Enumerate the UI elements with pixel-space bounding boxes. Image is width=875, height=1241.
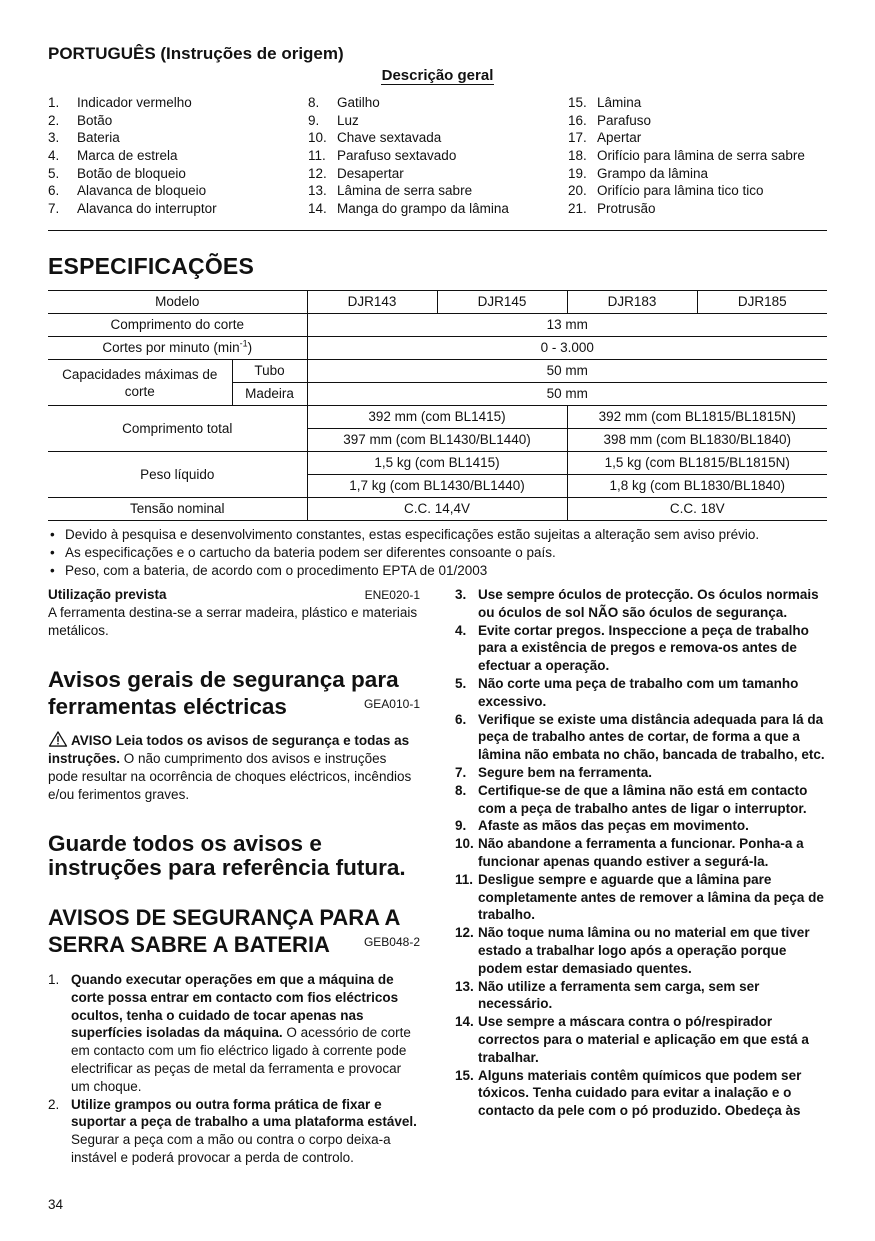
spec-label: Comprimento total — [48, 406, 307, 452]
spec-value: 1,5 kg (com BL1815/BL1815N) — [567, 452, 827, 475]
list-text: Use sempre a máscara contra o pó/respirador correctos para o material e aplicação em que está a trabalhar. — [478, 1014, 809, 1065]
part-number: 19. — [568, 165, 587, 181]
part-number: 10. — [308, 130, 327, 146]
list-number: 8. — [455, 782, 467, 798]
part-label: Luz — [337, 112, 359, 128]
superscript: -1 — [239, 338, 248, 349]
list-number: 5. — [455, 675, 467, 691]
section-code: GEA010-1 — [363, 697, 420, 711]
specifications-title: ESPECIFICAÇÕES — [48, 253, 255, 279]
specification-notes — [48, 526, 838, 580]
part-label: Indicador vermelho — [77, 95, 192, 110]
cordless-safety-title-line-2: SERRA SABRE A BATERIA — [48, 932, 330, 957]
part-item — [568, 147, 838, 165]
part-label: Apertar — [597, 130, 642, 146]
part-item — [48, 94, 306, 112]
general-description-title — [0, 66, 875, 86]
spec-value: 392 mm (com BL1815/BL1815N) — [567, 406, 827, 429]
warning-triangle-icon — [48, 731, 68, 747]
spec-value: 50 mm — [307, 383, 827, 406]
list-item — [455, 871, 827, 924]
list-number: 10. — [455, 836, 474, 852]
part-label: Parafuso — [597, 112, 652, 128]
list-item — [455, 817, 827, 835]
list-number: 11. — [455, 871, 474, 887]
list-number: 14. — [455, 1014, 474, 1030]
part-label: Chave sextavada — [337, 130, 442, 146]
cordless-safety-title-row — [48, 930, 420, 957]
part-label: Lâmina — [597, 95, 642, 110]
part-item — [568, 200, 838, 218]
part-label: Orifício para lâmina tico tico — [597, 183, 764, 199]
part-number: 3. — [48, 130, 60, 146]
part-number: 5. — [48, 165, 60, 181]
left-column — [48, 586, 420, 1167]
list-normal-text: Segurar a peça com a mão ou contra o corpo deixa-a instável e poderá provocar a perda de controlo. — [71, 1132, 391, 1165]
list-number: 2. — [48, 1096, 60, 1112]
list-text: Verifique se existe uma distância adequada para lá da peça de trabalho antes de cortar, de forma a que a lâmina não embata no chão, bancada de trabalho, etc. — [478, 711, 825, 763]
part-number: 11. — [308, 148, 326, 164]
part-number: 4. — [48, 148, 60, 164]
part-number: 13. — [308, 183, 327, 199]
model-cell: DJR183 — [567, 291, 697, 314]
save-instructions-heading — [48, 832, 420, 880]
spec-value: C.C. 18V — [567, 498, 827, 521]
page-number: 34 — [48, 1197, 64, 1212]
part-number: 16. — [568, 112, 587, 128]
part-label: Gatilho — [337, 95, 380, 110]
intended-use-heading — [48, 586, 420, 604]
note-item: • As especificações e o cartucho da bateria podem ser diferentes consoante o país. — [48, 544, 838, 562]
spec-label: Capacidades máximas de corte — [48, 360, 232, 406]
list-normal-text: O acessório de corte em contacto com um fio eléctrico ligado à corrente pode electrificar as peças de metal da ferramenta e provocar um choque. — [71, 1025, 411, 1094]
list-item — [455, 675, 827, 711]
spec-value: 13 mm — [307, 314, 827, 337]
part-number: 17. — [568, 130, 587, 146]
section-divider — [48, 230, 827, 231]
table-row — [48, 406, 827, 429]
list-number: 13. — [455, 978, 474, 994]
list-text — [71, 1096, 420, 1167]
part-label: Desapertar — [337, 165, 404, 181]
spec-label: Modelo — [48, 291, 307, 314]
spec-label: Peso líquido — [48, 452, 307, 498]
list-item — [455, 622, 827, 675]
list-text: Segure bem na ferramenta. — [478, 764, 653, 780]
spec-value: 1,8 kg (com BL1830/BL1840) — [567, 475, 827, 498]
part-item — [568, 112, 838, 130]
part-number: 9. — [308, 112, 320, 128]
general-safety-title-line-1: Avisos gerais de segurança para — [48, 667, 399, 692]
spec-sublabel: Tubo — [232, 360, 307, 383]
list-number: 4. — [455, 622, 467, 638]
part-number: 20. — [568, 183, 587, 199]
list-item — [455, 924, 827, 977]
warning-bold-text: AVISO Leia todos os avisos de segurança e todas as instruções. — [48, 733, 410, 766]
part-item — [308, 147, 566, 165]
spec-value: 398 mm (com BL1830/BL1840) — [567, 429, 827, 452]
spec-value: 1,5 kg (com BL1415) — [307, 452, 567, 475]
part-number: 8. — [308, 95, 320, 110]
spec-value: 392 mm (com BL1415) — [307, 406, 567, 429]
list-bold-text: Utilize grampos ou outra forma prática de fixar e suportar a peça de trabalho a uma plataforma estável. — [71, 1096, 417, 1130]
spec-value: 50 mm — [307, 360, 827, 383]
part-number: 1. — [48, 95, 60, 110]
part-item — [568, 94, 838, 112]
part-number: 7. — [48, 201, 60, 217]
general-description-title-text: Descrição geral — [381, 67, 494, 84]
part-label: Grampo da lâmina — [597, 165, 709, 181]
list-item — [455, 1067, 827, 1120]
general-safety-title-line-2: ferramentas eléctricas — [48, 694, 287, 719]
part-item — [308, 112, 566, 130]
part-item — [308, 129, 566, 147]
part-item — [308, 200, 566, 218]
list-text: Evite cortar pregos. Inspeccione a peça de trabalho para a existência de pregos e remova-os antes de efectuar a operação. — [478, 622, 809, 674]
list-item — [455, 711, 827, 764]
part-item — [48, 129, 306, 147]
list-item — [455, 1013, 827, 1066]
spec-value: 0 - 3.000 — [307, 337, 827, 360]
list-text: Alguns materiais contêm químicos que podem ser tóxicos. Tenha cuidado para evitar a inalação e o contacto da pele com o pó produzido. Obedeça às — [478, 1067, 802, 1119]
list-number: 6. — [455, 711, 467, 727]
general-warning-paragraph — [48, 731, 420, 804]
general-safety-title-row — [48, 692, 420, 719]
list-text: Certifique-se de que a lâmina não está em contacto com a peça de trabalho antes de ligar o interruptor. — [478, 782, 808, 816]
list-item — [455, 586, 827, 622]
list-number: 9. — [455, 818, 467, 834]
intended-use-text: A ferramenta destina-se a serrar madeira, plástico e materiais metálicos. — [48, 605, 418, 638]
part-label: Marca de estrela — [77, 148, 178, 164]
list-item — [455, 782, 827, 818]
spec-label-close: ) — [247, 340, 253, 355]
spec-sublabel: Madeira — [232, 383, 307, 406]
part-label: Parafuso sextavado — [337, 148, 457, 164]
part-item — [308, 165, 566, 183]
part-number: 15. — [568, 95, 587, 110]
list-text: Não abandone a ferramenta a funcionar. Ponha-a a funcionar apenas quando estiver a segurá-la. — [478, 836, 804, 869]
table-row — [48, 314, 827, 337]
part-label: Botão — [77, 112, 113, 128]
list-text: Use sempre óculos de protecção. Os óculos normais ou óculos de sol NÃO são óculos de segurança. — [478, 587, 819, 620]
part-item — [568, 182, 838, 200]
list-number: 12. — [455, 925, 474, 941]
model-cell: DJR185 — [697, 291, 827, 314]
cordless-safety-heading — [48, 906, 420, 957]
list-bold-text: Quando executar operações em que a máquina de corte possa entrar em contacto com fios eléctricos ocultos, tenha o cuidado de tocar apenas nas superfícies isoladas da máquina. — [71, 972, 399, 1041]
part-item — [48, 165, 306, 183]
part-number: 21. — [568, 201, 587, 217]
parts-list-col-1 — [48, 94, 306, 218]
part-item — [48, 182, 306, 200]
cordless-safety-title-line-1: AVISOS DE SEGURANÇA PARA A — [48, 905, 401, 930]
parts-list-col-2 — [308, 94, 566, 218]
right-column — [455, 586, 827, 1120]
part-label: Orifício para lâmina de serra sabre — [597, 148, 805, 164]
list-item — [48, 971, 420, 1096]
cordless-safety-list-left — [48, 971, 420, 1167]
list-text: Não toque numa lâmina ou no material em que tiver estado a trabalhar logo após a operação porque podem estar demasiado quentes. — [478, 925, 810, 976]
list-text: Não utilize a ferramenta sem carga, sem ser necessário. — [478, 978, 760, 1012]
list-number: 3. — [455, 587, 467, 602]
list-number: 7. — [455, 764, 467, 780]
parts-list-col-3 — [568, 94, 838, 218]
list-text: Afaste as mãos das peças em movimento. — [478, 818, 749, 834]
table-row — [48, 360, 827, 383]
part-item — [568, 165, 838, 183]
table-row — [48, 337, 827, 360]
spec-value: C.C. 14,4V — [307, 498, 567, 521]
save-instructions-line-1: Guarde todos os avisos e — [48, 831, 322, 856]
intended-use-title: Utilização prevista — [48, 587, 167, 602]
part-item — [308, 94, 566, 112]
save-instructions-line-2: instruções para referência futura. — [48, 855, 406, 880]
part-label: Protrusão — [597, 201, 656, 217]
part-label: Botão de bloqueio — [77, 165, 186, 181]
part-item — [48, 147, 306, 165]
part-item — [308, 182, 566, 200]
warning-text: O não cumprimento dos avisos e instruções pode resultar na ocorrência de choques eléctricos, incêndios e/ou ferimentos graves. — [48, 751, 412, 802]
specifications-table — [48, 290, 827, 521]
part-item — [568, 129, 838, 147]
language-title: PORTUGUÊS (Instruções de origem) — [48, 44, 344, 63]
spec-value: 1,7 kg (com BL1430/BL1440) — [307, 475, 567, 498]
part-label: Lâmina de serra sabre — [337, 183, 473, 199]
list-item — [48, 1096, 420, 1167]
list-item — [455, 764, 827, 782]
list-item — [455, 978, 827, 1014]
table-row — [48, 452, 827, 475]
part-number: 18. — [568, 148, 587, 164]
model-cell: DJR145 — [437, 291, 567, 314]
note-item: • Devido à pesquisa e desenvolvimento constantes, estas especificações estão sujeitas a alteração sem aviso prévio. — [48, 526, 838, 544]
part-number: 14. — [308, 201, 327, 217]
model-cell: DJR143 — [307, 291, 437, 314]
spec-label: Tensão nominal — [48, 498, 307, 521]
part-label: Alavanca do interruptor — [77, 201, 217, 217]
part-label: Alavanca de bloqueio — [77, 183, 207, 199]
section-code: GEB048-2 — [363, 935, 420, 949]
note-item: • Peso, com a bateria, de acordo com o procedimento EPTA de 01/2003 — [48, 562, 838, 580]
list-text: Desligue sempre e aguarde que a lâmina pare completamente antes de remover a lâmina da peça de trabalho. — [478, 871, 824, 923]
spec-label-text: Cortes por minuto (min — [102, 340, 240, 355]
part-label: Manga do grampo da lâmina — [337, 201, 509, 217]
spec-label: Comprimento do corte — [48, 314, 307, 337]
part-number: 6. — [48, 183, 60, 199]
list-text — [71, 971, 420, 1096]
part-item — [48, 112, 306, 130]
part-label: Bateria — [77, 130, 120, 146]
general-safety-heading — [48, 668, 420, 719]
spec-label — [48, 337, 307, 360]
table-row — [48, 291, 827, 314]
list-text: Não corte uma peça de trabalho com um tamanho excessivo. — [478, 675, 799, 709]
list-item — [455, 835, 827, 871]
list-number: 15. — [455, 1067, 474, 1083]
part-item — [48, 200, 306, 218]
part-number: 12. — [308, 165, 327, 181]
part-number: 2. — [48, 112, 60, 128]
list-number: 1. — [48, 972, 60, 987]
table-row — [48, 498, 827, 521]
spec-value: 397 mm (com BL1430/BL1440) — [307, 429, 567, 452]
section-code: ENE020-1 — [364, 588, 420, 602]
